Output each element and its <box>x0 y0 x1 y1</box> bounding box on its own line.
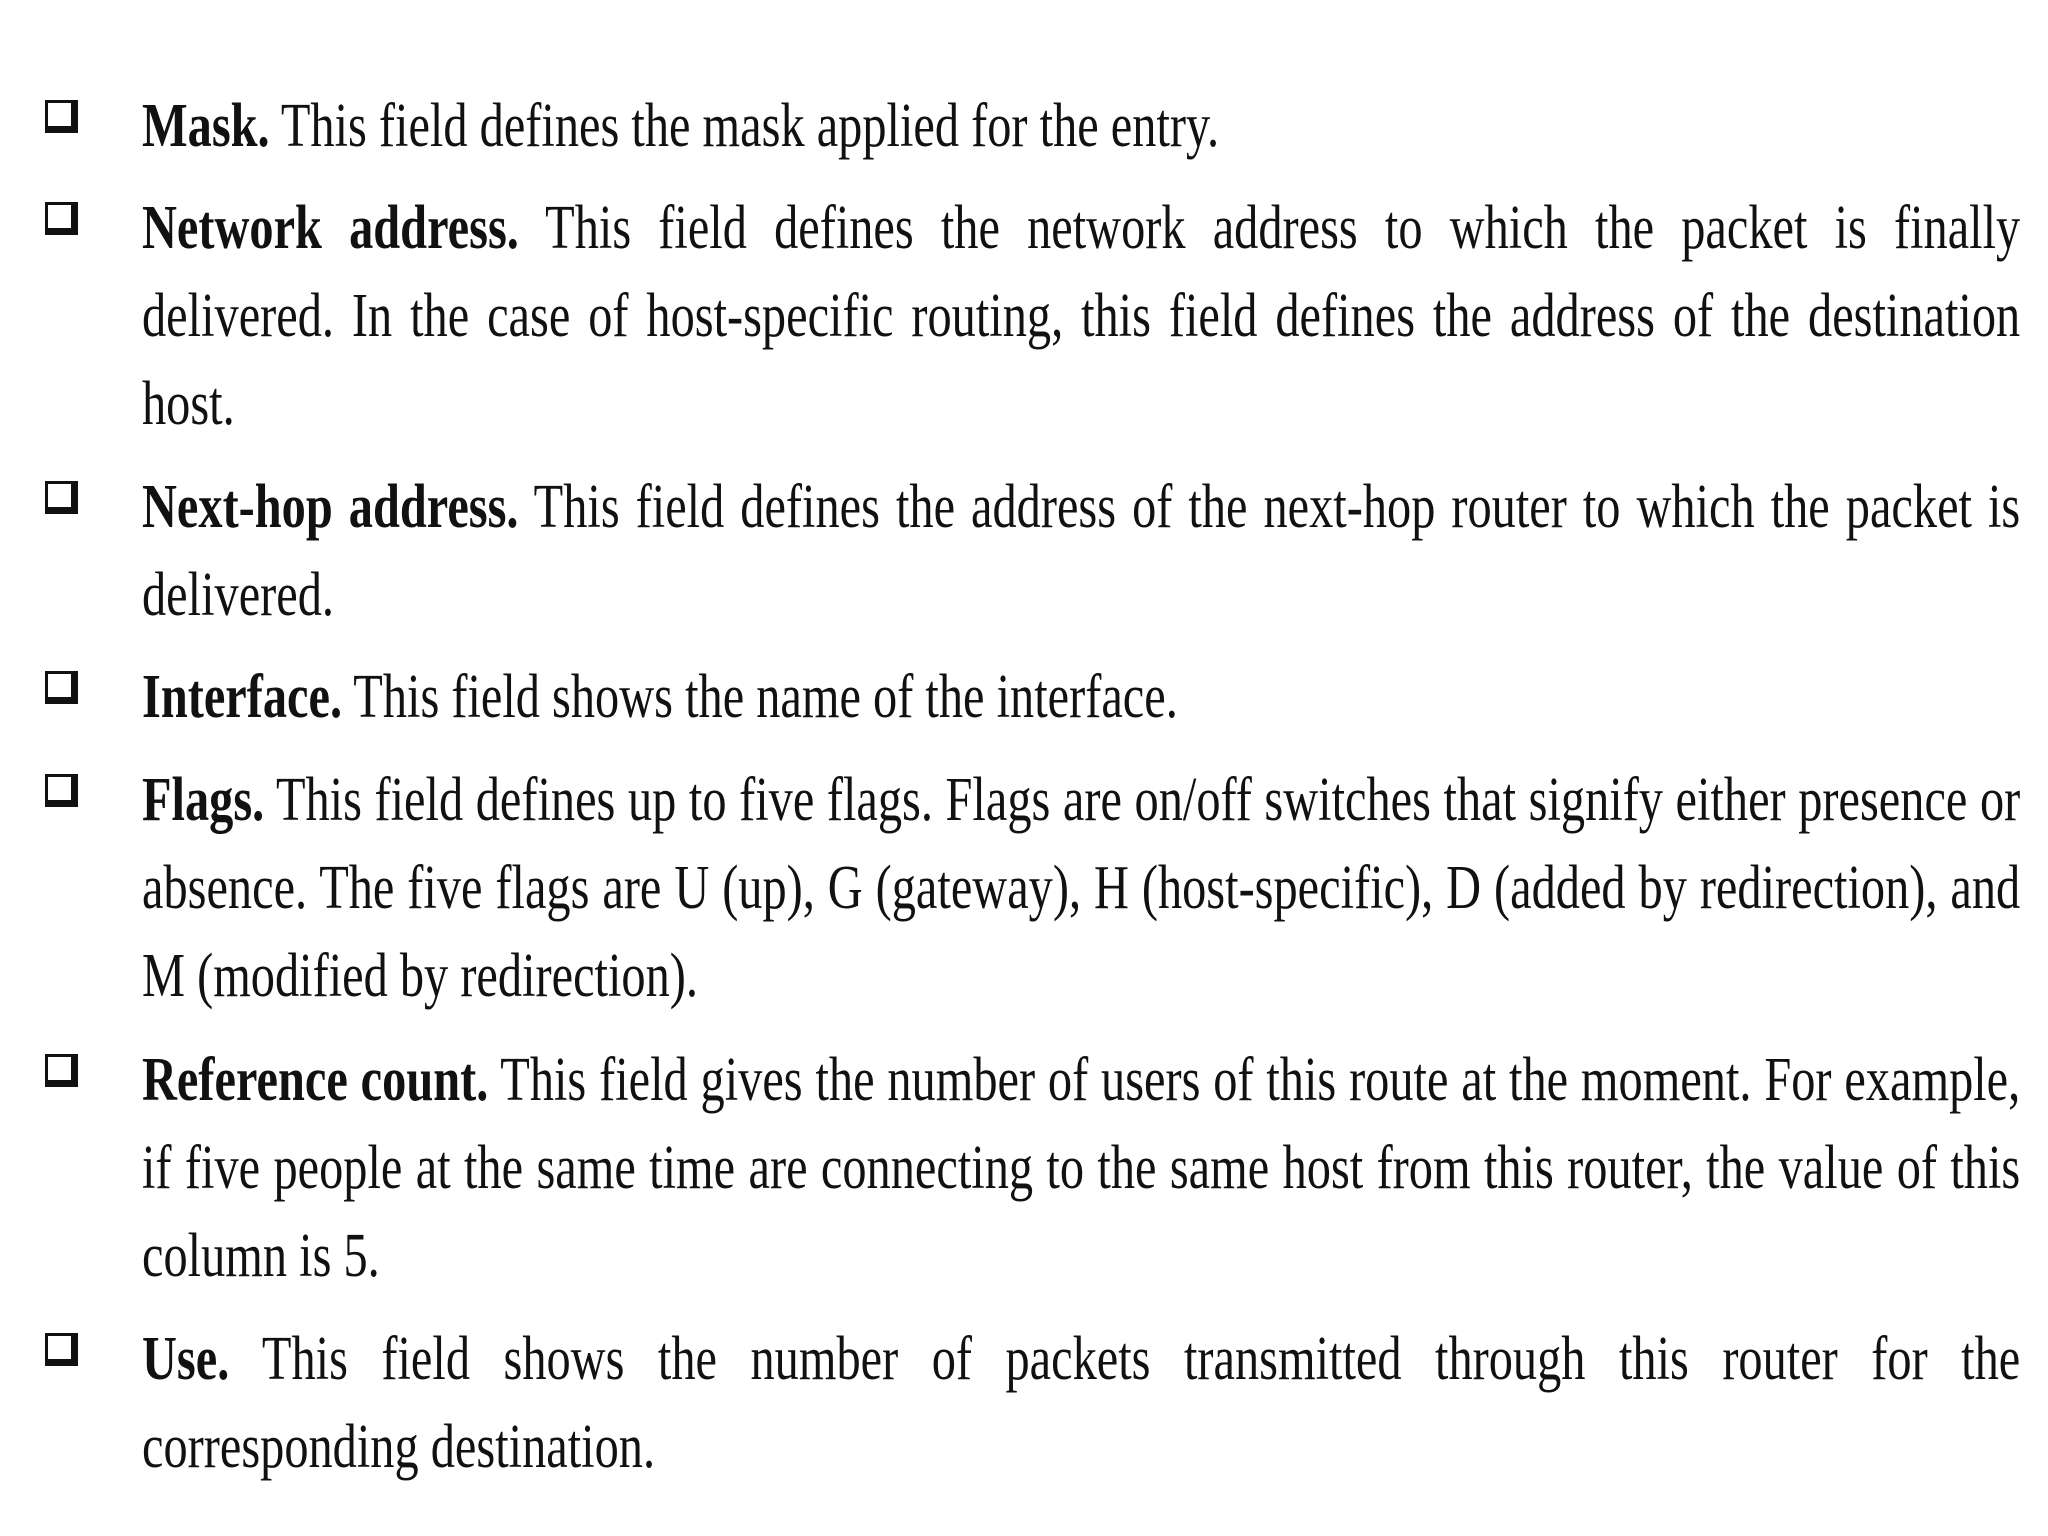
list-item-text <box>142 653 2020 741</box>
term-description: This field defines the mask applied for the entry. <box>280 92 1220 160</box>
checkbox-bullet-icon <box>45 774 78 807</box>
term-label: Reference count. <box>142 1046 489 1114</box>
checkbox-bullet-icon <box>45 100 78 133</box>
list-item-text <box>142 184 2020 448</box>
term-description: This field shows the number of packets transmitted through this router for the corresponding destination. <box>142 1325 2021 1481</box>
checkbox-bullet-icon <box>45 1054 78 1087</box>
list-item-text <box>142 463 2020 639</box>
term-label: Network address. <box>142 194 519 262</box>
term-description: This field shows the name of the interface. <box>353 663 1178 731</box>
list-item-text <box>142 82 2020 170</box>
term-label: Next-hop address. <box>142 473 519 541</box>
term-description: This field defines up to five flags. Flags are on/off switches that signify either presence or absence. The five flags are U (up), G (gateway), H (host-specific), D (added by redirection), and M (modified by redirection). <box>142 766 2021 1010</box>
checkbox-bullet-icon <box>45 202 78 235</box>
checkbox-bullet-icon <box>45 1333 78 1366</box>
term-description: This field defines the address of the next-hop router to which the packet is delivered. <box>142 473 2021 629</box>
list-item-text <box>142 1036 2020 1300</box>
term-label: Interface. <box>142 663 343 731</box>
list-item-text <box>142 1315 2020 1491</box>
term-description: This field defines the network address to which the packet is finally delivered. In the case of host-specific routing, this field defines the address of the destination host. <box>142 194 2021 438</box>
checkbox-bullet-icon <box>45 671 78 704</box>
term-label: Mask. <box>142 92 270 160</box>
term-label: Use. <box>142 1325 230 1393</box>
term-label: Flags. <box>142 766 265 834</box>
checkbox-bullet-icon <box>45 481 78 514</box>
term-description: This field gives the number of users of this route at the moment. For example, if five people at the same time are connecting to the same host from this router, the value of this column is 5. <box>142 1046 2021 1290</box>
list-item-text <box>142 756 2020 1020</box>
